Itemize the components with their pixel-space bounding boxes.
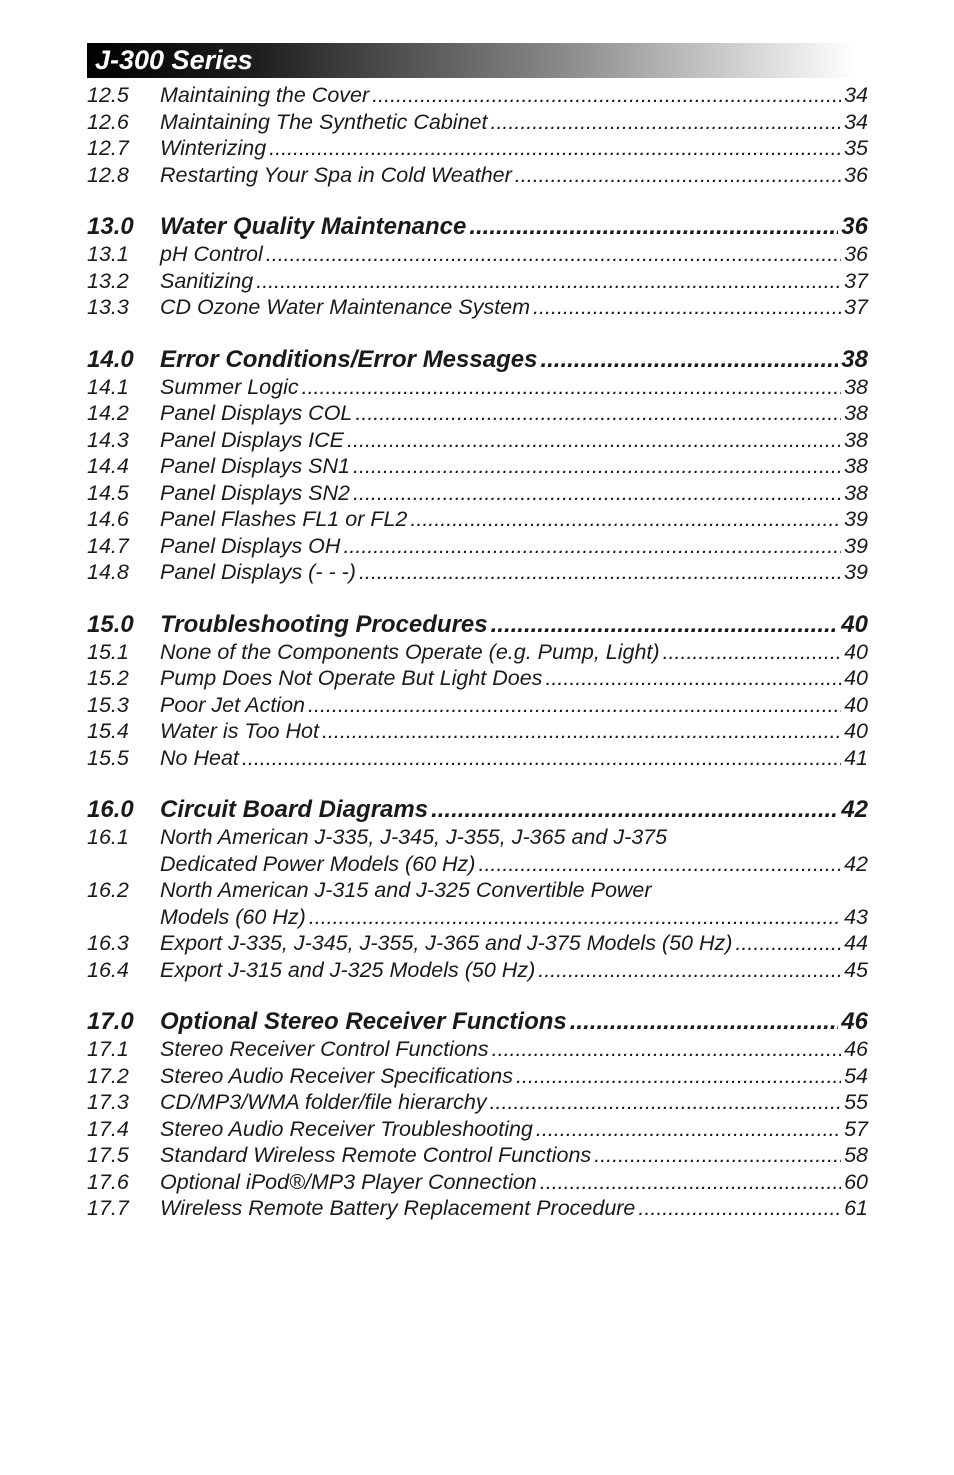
toc-entry-page: 38 [844, 454, 868, 478]
toc-entry-page: 38 [844, 401, 868, 425]
toc-entry[interactable] [87, 506, 868, 533]
toc-entry[interactable] [87, 718, 868, 745]
dot-leader [638, 1195, 841, 1222]
toc-entry-number: 15.2 [87, 666, 129, 690]
toc-entry-number: 15.1 [87, 639, 129, 664]
toc-entry-number: 15.5 [87, 745, 129, 770]
toc-entry-number: 16.0 [87, 796, 134, 823]
toc-entry-title: Water is Too Hot [160, 719, 319, 743]
dot-leader [516, 1063, 841, 1090]
toc-entry-number: 16.1 [87, 825, 129, 849]
toc-entry[interactable] [87, 665, 868, 692]
toc-entry[interactable] [87, 162, 868, 189]
header-title: J-300 Series [95, 45, 253, 75]
toc-entry[interactable] [87, 109, 868, 136]
dot-leader [242, 745, 841, 772]
toc-entry-page: 40 [844, 692, 868, 717]
dot-leader [570, 1008, 839, 1036]
toc-entry-number: 17.7 [87, 1196, 129, 1220]
toc-entry-title: North American J-335, J-345, J-355, J-365 and J-375 [160, 825, 668, 849]
dot-leader [266, 241, 841, 268]
toc-entry-title: Pump Does Not Operate But Light Does [160, 666, 543, 690]
toc-section-heading[interactable] [87, 1008, 868, 1036]
toc-entry[interactable] [87, 1169, 868, 1196]
toc-entry-page: 37 [844, 295, 868, 319]
toc-entry-number: 14.4 [87, 454, 129, 478]
toc-entry-page: 58 [844, 1143, 868, 1167]
toc-entry-title: Stereo Audio Receiver Troubleshooting [160, 1116, 533, 1141]
toc-entry-title: Panel Displays SN2 [160, 480, 351, 505]
toc-entry-title: North American J-315 and J-325 Convertible Power [160, 878, 652, 902]
toc-entry[interactable] [87, 824, 868, 851]
toc-entry-title: Troubleshooting Procedures [160, 610, 488, 638]
toc-entry[interactable] [87, 480, 868, 507]
dot-leader [515, 162, 841, 189]
toc-entry-page: 39 [844, 560, 868, 584]
toc-entry-page: 44 [844, 931, 868, 955]
toc-entry-number: 14.3 [87, 427, 129, 452]
toc-entry-page: 43 [844, 904, 868, 929]
toc-entry-number: 16.4 [87, 957, 129, 982]
toc-entry[interactable] [87, 241, 868, 268]
toc-entry-number: 16.2 [87, 878, 129, 902]
toc-entry-page: 38 [841, 345, 868, 373]
toc-entry[interactable] [87, 268, 868, 295]
toc-entry-page: 34 [844, 109, 868, 134]
toc-entry[interactable] [87, 1089, 868, 1116]
toc-entry-number: 14.2 [87, 401, 129, 425]
toc-entry-page: 36 [844, 162, 868, 187]
dot-leader [308, 692, 841, 719]
toc-entry[interactable] [87, 1116, 868, 1143]
toc-entry-title: Panel Displays ICE [160, 427, 345, 452]
toc-entry-title: CD/MP3/WMA folder/file hierarchy [160, 1090, 487, 1114]
toc-entry[interactable] [87, 930, 868, 957]
dot-leader [269, 135, 841, 162]
toc-entry[interactable] [87, 639, 868, 666]
dot-leader [372, 82, 841, 109]
toc-entry[interactable] [87, 1142, 868, 1169]
dot-leader [735, 930, 841, 957]
toc-entry-number: 14.8 [87, 560, 129, 584]
dot-leader [540, 1169, 841, 1196]
toc-entry-title: Optional Stereo Receiver Functions [160, 1008, 567, 1035]
dot-leader [490, 1089, 842, 1116]
toc-entry-page: 35 [844, 136, 868, 160]
toc-entry[interactable] [87, 957, 868, 984]
dot-leader [431, 796, 838, 824]
toc-entry-number: 12.8 [87, 162, 129, 187]
toc-entry-page: 40 [844, 666, 868, 690]
toc-entry-title: Panel Displays SN1 [160, 454, 351, 478]
dot-leader [355, 400, 841, 427]
toc-entry-title: Error Conditions/Error Messages [160, 345, 538, 373]
toc-entry-number: 12.6 [87, 109, 129, 134]
toc-entry-title: Circuit Board Diagrams [160, 796, 429, 823]
toc-entry-page: 45 [844, 957, 868, 982]
toc-entry-page: 39 [844, 507, 868, 531]
toc-entry-page: 40 [841, 610, 868, 638]
toc-entry-number: 17.2 [87, 1063, 129, 1088]
toc-entry-page: 41 [844, 745, 868, 770]
dot-leader [410, 506, 841, 533]
toc-entry-number: 13.1 [87, 242, 129, 266]
toc-entry-title-continued: Dedicated Power Models (60 Hz) [160, 851, 476, 876]
toc-entry-page: 38 [844, 427, 868, 452]
toc-section-heading[interactable] [87, 346, 868, 374]
toc-entry[interactable] [87, 135, 868, 162]
toc-entry-page: 42 [841, 796, 868, 823]
toc-entry-page: 42 [844, 851, 868, 876]
toc-entry-title: pH Control [160, 242, 263, 266]
toc-entry[interactable] [87, 82, 868, 109]
dot-leader [491, 611, 839, 639]
toc-entry-title: Export J-315 and J-325 Models (50 Hz) [160, 957, 536, 982]
toc-entry-number: 13.3 [87, 295, 129, 319]
toc-entry-number: 17.5 [87, 1143, 129, 1167]
toc-entry[interactable] [87, 427, 868, 454]
dot-leader [353, 453, 841, 480]
toc-entry-page: 57 [844, 1116, 868, 1141]
toc-entry-number: 14.7 [87, 533, 129, 558]
toc-entry-page: 38 [844, 374, 868, 399]
toc-entry-title: Poor Jet Action [160, 692, 305, 717]
toc-entry-number: 14.0 [87, 345, 134, 373]
toc-entry[interactable] [87, 374, 868, 401]
toc-entry-number: 16.3 [87, 931, 129, 955]
toc-entry-title: Summer Logic [160, 374, 299, 399]
toc-entry-title: Restarting Your Spa in Cold Weather [160, 162, 512, 187]
toc-entry-page: 54 [844, 1063, 868, 1088]
toc-entry[interactable] [87, 1063, 868, 1090]
dot-leader [469, 213, 838, 241]
dot-leader [353, 480, 841, 507]
toc-entry-number: 17.6 [87, 1169, 129, 1194]
toc-entry[interactable] [87, 1036, 868, 1063]
toc-entry-continuation[interactable] [87, 904, 868, 931]
dot-leader [359, 559, 841, 586]
toc-entry-title: Export J-335, J-345, J-355, J-365 and J-375 Models (50 Hz) [160, 931, 733, 955]
toc-entry-page: 60 [844, 1169, 868, 1194]
toc-entry[interactable] [87, 692, 868, 719]
toc-entry-number: 17.0 [87, 1008, 134, 1035]
toc-entry-number: 15.4 [87, 719, 129, 743]
toc-entry-number: 13.0 [87, 213, 134, 240]
dot-leader [594, 1142, 841, 1169]
toc-entry-title: Stereo Receiver Control Functions [160, 1037, 489, 1061]
dot-leader [538, 957, 841, 984]
toc-entry-page: 40 [844, 719, 868, 743]
toc-entry-page: 36 [844, 242, 868, 266]
toc-entry-title: Water Quality Maintenance [160, 213, 467, 240]
toc-entry-page: 55 [844, 1090, 868, 1114]
dot-leader [492, 1036, 841, 1063]
toc-entry-title: Sanitizing [160, 268, 254, 293]
page-header [87, 43, 855, 78]
dot-leader [663, 639, 842, 666]
toc-entry-number: 12.5 [87, 83, 129, 107]
dot-leader [302, 374, 841, 401]
dot-leader [545, 665, 841, 692]
toc-entry-page: 38 [844, 480, 868, 505]
toc-entry-title: CD Ozone Water Maintenance System [160, 295, 531, 319]
toc-entry-page: 40 [844, 639, 868, 664]
toc-entry-title: Wireless Remote Battery Replacement Procedure [160, 1196, 636, 1220]
toc-entry-title: Stereo Audio Receiver Specifications [160, 1063, 513, 1088]
toc-entry-title: No Heat [160, 745, 239, 770]
toc-entry-page: 46 [844, 1037, 868, 1061]
toc-entry-page: 37 [844, 268, 868, 293]
dot-leader [533, 294, 841, 321]
toc-entry[interactable] [87, 559, 868, 586]
toc-entry-number: 15.0 [87, 610, 134, 638]
toc-entry-title: Standard Wireless Remote Control Functions [160, 1143, 592, 1167]
toc-entry-number: 17.4 [87, 1116, 129, 1141]
toc-entry-title-continued: Models (60 Hz) [160, 904, 306, 929]
toc-entry-title: Maintaining the Cover [160, 83, 370, 107]
toc-entry[interactable] [87, 877, 868, 904]
table-of-contents [87, 82, 868, 1222]
toc-entry[interactable] [87, 533, 868, 560]
toc-entry-page: 61 [844, 1196, 868, 1220]
toc-entry-continuation[interactable] [87, 851, 868, 878]
toc-entry-number: 14.6 [87, 507, 129, 531]
toc-entry-title: Panel Flashes FL1 or FL2 [160, 507, 408, 531]
dot-leader [309, 904, 841, 931]
toc-entry-number: 17.3 [87, 1090, 129, 1114]
toc-entry-title: Optional iPod®/MP3 Player Connection [160, 1169, 537, 1194]
toc-entry-title: Panel Displays OH [160, 533, 341, 558]
toc-entry-number: 15.3 [87, 692, 129, 717]
dot-leader [536, 1116, 841, 1143]
toc-entry-number: 17.1 [87, 1037, 129, 1061]
dot-leader [256, 268, 841, 295]
toc-entry-title: None of the Components Operate (e.g. Pump, Light) [160, 639, 660, 664]
dot-leader [322, 718, 841, 745]
toc-entry-number: 12.7 [87, 136, 129, 160]
toc-entry-number: 14.1 [87, 374, 129, 399]
toc-entry-title: Winterizing [160, 136, 267, 160]
toc-entry-title: Maintaining The Synthetic Cabinet [160, 109, 488, 134]
toc-entry[interactable] [87, 453, 868, 480]
toc-entry[interactable] [87, 745, 868, 772]
toc-entry-title: Panel Displays COL [160, 401, 353, 425]
toc-entry-page: 34 [844, 83, 868, 107]
toc-section-heading[interactable] [87, 213, 868, 241]
dot-leader [540, 346, 838, 374]
toc-entry[interactable] [87, 1195, 868, 1222]
dot-leader [478, 851, 841, 878]
toc-entry-page: 39 [844, 533, 868, 558]
toc-entry-page: 46 [841, 1008, 868, 1035]
toc-entry-number: 14.5 [87, 480, 129, 505]
toc-section-heading[interactable] [87, 611, 868, 639]
dot-leader [343, 533, 841, 560]
toc-entry-number: 13.2 [87, 268, 129, 293]
toc-entry[interactable] [87, 294, 868, 321]
toc-entry-title: Panel Displays (- - -) [160, 560, 356, 584]
toc-entry-page: 36 [841, 213, 868, 240]
dot-leader [347, 427, 841, 454]
toc-section-heading[interactable] [87, 796, 868, 824]
dot-leader [490, 109, 841, 136]
toc-entry[interactable] [87, 400, 868, 427]
